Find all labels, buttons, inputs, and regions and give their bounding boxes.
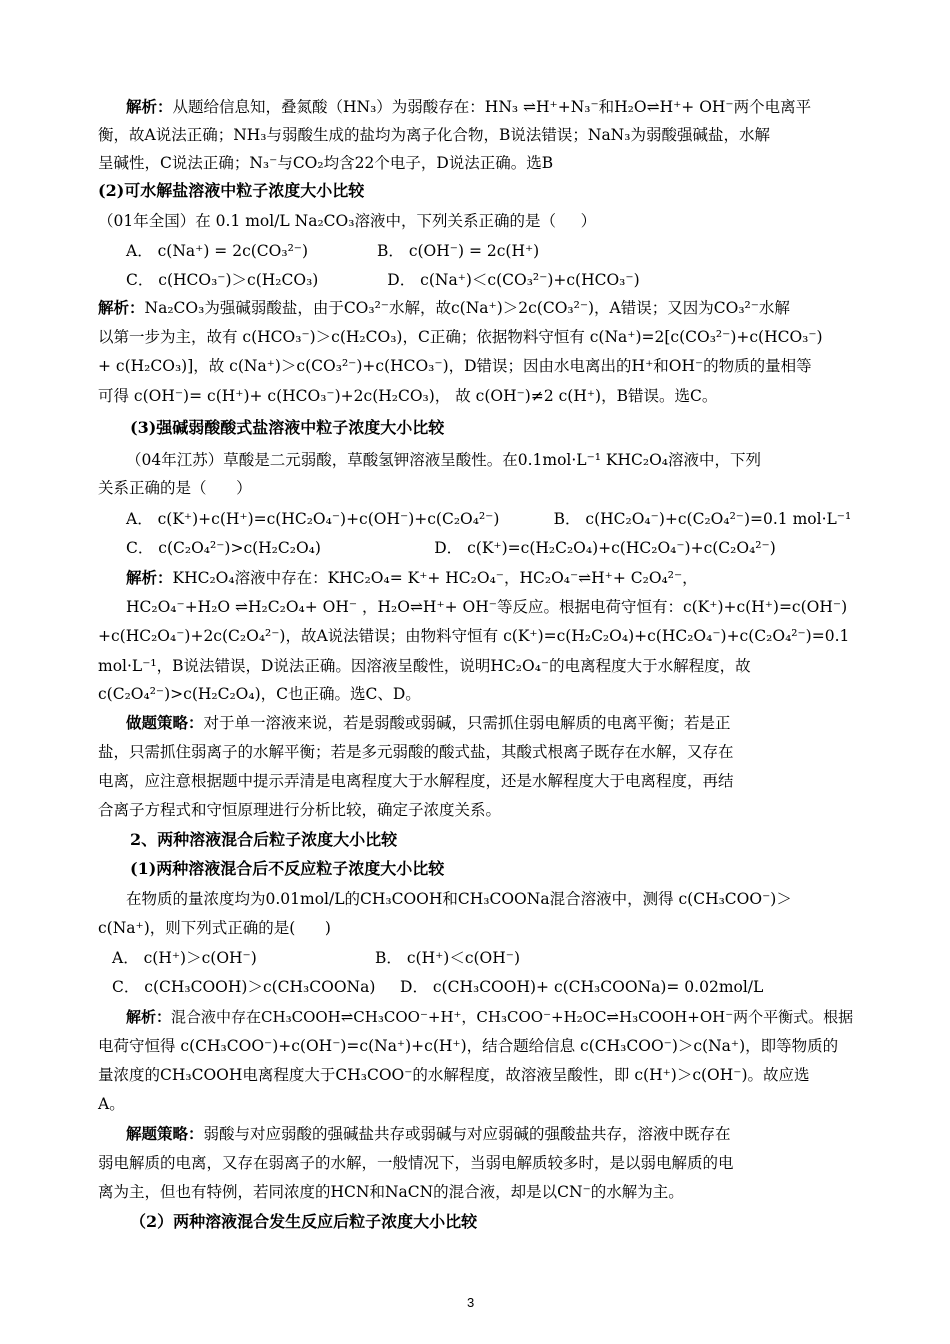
text-line: 解题策略：弱酸与对应弱酸的强碱盐共存或弱碱与对应弱碱的强酸盐共存，溶液中既存在 — [126, 1124, 731, 1143]
text-line: c(Na⁺)，则下列式正确的是( ) — [98, 919, 331, 937]
text-line: A。 — [98, 1095, 125, 1113]
text-line: 衡，故A说法正确；NH₃与弱酸生成的盐均为离子化合物，B说法错误；NaN₃为弱酸强碱盐，水解 — [98, 126, 770, 144]
text-line: 量浓度的CH₃COOH电离程度大于CH₃COO⁻的水解程度，故溶液呈酸性，即 c(H⁺)＞c(OH⁻)。故应选 — [98, 1066, 810, 1084]
text-line: （01年全国）在 0.1 mol/L Na₂CO₃溶液中，下列关系正确的是（ ） — [98, 212, 597, 230]
text-line: +c(HC₂O₄⁻)+2c(C₂O₄²⁻)，故A说法错误；由物料守恒有 c(K⁺)=c(H₂C₂O₄)+c(HC₂O₄⁻)+c(C₂O₄²⁻)=0.1 — [98, 627, 850, 645]
text-line: 电荷守恒得 c(CH₃COO⁻)+c(OH⁻)=c(Na⁺)+c(H⁺)，结合题给信息 c(CH₃COO⁻)＞c(Na⁺)，即等物质的 — [98, 1037, 839, 1055]
option-line: A． c(H⁺)＞c(OH⁻) B． c(H⁺)＜c(OH⁻) — [112, 949, 520, 967]
option-line: C． c(CH₃COOH)＞c(CH₃COONa) D． c(CH₃COOH)+ c(CH₃COONa)= 0.02mol/L — [112, 978, 764, 996]
text-line: 解析：混合液中存在CH₃COOH⇌CH₃COO⁻+H⁺，CH₃COO⁻+H₂OC⇌H₃COOH+OH⁻两个平衡式。根据 — [126, 1008, 854, 1026]
text-line: 在物质的量浓度均为0.01mol/L的CH₃COOH和CH₃COONa混合溶液中，测得 c(CH₃COO⁻)＞ — [126, 890, 792, 908]
text-line: 解析：Na₂CO₃为强碱弱酸盐，由于CO₃²⁻水解，故c(Na⁺)＞2c(CO₃²⁻)，A错误；又因为CO₃²⁻水解 — [98, 298, 790, 317]
text-line: 离为主，但也有特例，若同浓度的HCN和NaCN的混合液，却是以CN⁻的水解为主。 — [98, 1183, 684, 1201]
section-heading: (2)可水解盐溶液中粒子浓度大小比较 — [98, 181, 365, 200]
text-line: 电离，应注意根据题中提示弄清是电离程度大于水解程度，还是水解程度大于电离程度，再结 — [98, 772, 734, 790]
text-line: HC₂O₄⁻+H₂O ⇌H₂C₂O₄+ OH⁻ ，H₂O⇌H⁺+ OH⁻等反应。根据电荷守恒有：c(K⁺)+c(H⁺)=c(OH⁻) — [126, 598, 848, 616]
text-line: 做题策略：对于单一溶液来说，若是弱酸或弱碱，只需抓住弱电解质的电离平衡；若是正 — [126, 713, 731, 732]
option-line: A． c(K⁺)+c(H⁺)=c(HC₂O₄⁻)+c(OH⁻)+c(C₂O₄²⁻) B． c(HC₂O₄⁻)+c(C₂O₄²⁻)=0.1 mol·L⁻¹ — [126, 510, 852, 528]
section-heading: （2）两种溶液混合发生反应后粒子浓度大小比较 — [130, 1212, 478, 1231]
option-line: C． c(HCO₃⁻)＞c(H₂CO₃) D． c(Na⁺)＜c(CO₃²⁻)+c(HCO₃⁻) — [126, 271, 640, 289]
text-line: 盐，只需抓住弱离子的水解平衡；若是多元弱酸的酸式盐，其酸式根离子既存在水解，又存在 — [98, 743, 734, 761]
text-line: 合离子方程式和守恒原理进行分析比较，确定子浓度关系。 — [98, 801, 502, 819]
text-line: + c(H₂CO₃)]，故 c(Na⁺)＞c(CO₃²⁻)+c(HCO₃⁻)，D错误；因由水电离出的H⁺和OH⁻的物质的量相等 — [98, 357, 812, 375]
text-line: 可得 c(OH⁻)= c(H⁺)+ c(HCO₃⁻)+2c(H₂CO₃)， 故 c(OH⁻)≠2 c(H⁺)，B错误。选C。 — [98, 387, 718, 405]
text-line: 关系正确的是（ ） — [98, 479, 252, 497]
text-line: （04年江苏）草酸是二元弱酸，草酸氢钾溶液呈酸性。在0.1mol·L⁻¹ KHC₂O₄溶液中，下列 — [126, 451, 761, 469]
section-heading: 2、两种溶液混合后粒子浓度大小比较 — [130, 830, 398, 849]
text-line: 以第一步为主，故有 c(HCO₃⁻)＞c(H₂CO₃)，C正确；依据物料守恒有 c(Na⁺)=2[c(CO₃²⁻)+c(HCO₃⁻) — [98, 328, 823, 346]
text-line: 呈碱性，C说法正确；N₃⁻与CO₂均含22个电子，D说法正确。选B — [98, 154, 554, 172]
text-line: 解析：KHC₂O₄溶液中存在：KHC₂O₄= K⁺+ HC₂O₄⁻，HC₂O₄⁻⇌H⁺+ C₂O₄²⁻， — [126, 568, 698, 587]
option-line: C． c(C₂O₄²⁻)>c(H₂C₂O₄) D． c(K⁺)=c(H₂C₂O₄)+c(HC₂O₄⁻)+c(C₂O₄²⁻) — [126, 539, 776, 557]
text-line: c(C₂O₄²⁻)>c(H₂C₂O₄)，C也正确。选C、D。 — [98, 685, 421, 703]
page-number: 3 — [467, 1295, 475, 1310]
section-heading: (1)两种溶液混合后不反应粒子浓度大小比较 — [130, 859, 445, 878]
option-line: A． c(Na⁺) = 2c(CO₃²⁻) B． c(OH⁻) = 2c(H⁺) — [126, 242, 540, 260]
text-line: 解析：从题给信息知，叠氮酸（HN₃）为弱酸存在：HN₃ ⇌H⁺+N₃⁻和H₂O⇌H⁺+ OH⁻两个电离平 — [126, 97, 812, 116]
text-line: mol·L⁻¹，B说法错误，D说法正确。因溶液呈酸性，说明HC₂O₄⁻的电离程度大于水解程度，故 — [98, 657, 751, 675]
text-line: 弱电解质的电离，又存在弱离子的水解，一般情况下，当弱电解质较多时，是以弱电解质的电 — [98, 1154, 734, 1172]
section-heading: (3)强碱弱酸酸式盐溶液中粒子浓度大小比较 — [130, 418, 445, 437]
